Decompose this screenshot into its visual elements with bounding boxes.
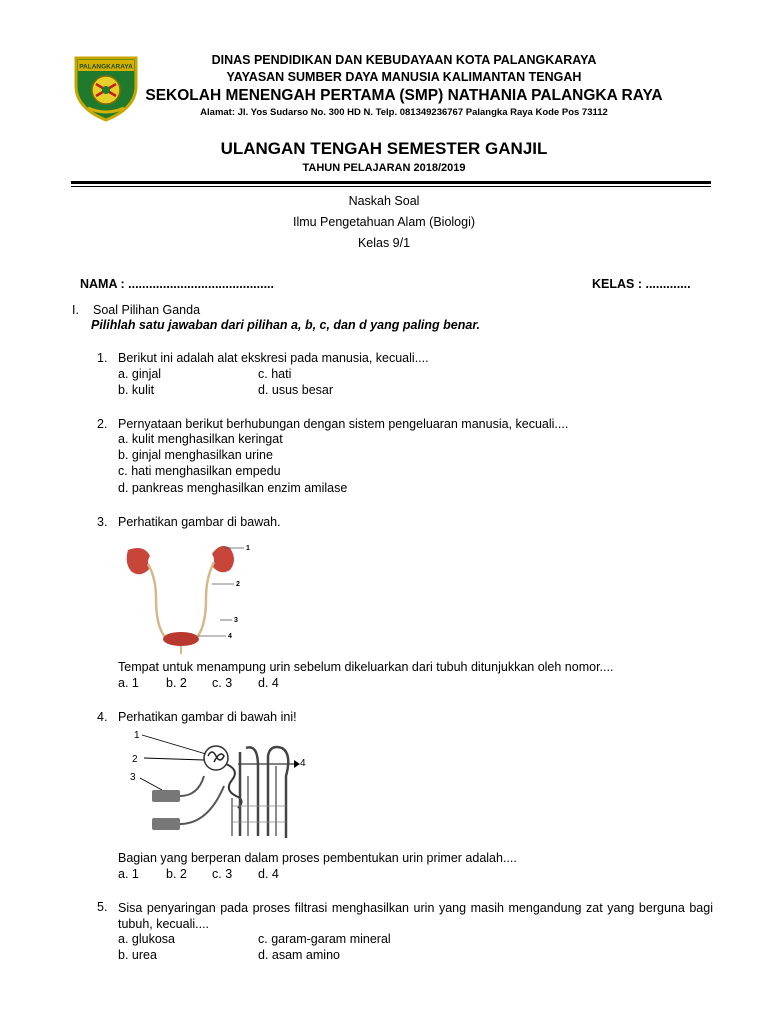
q4-number: 4. [97,710,108,724]
fig3-label-3: 3 [234,617,238,624]
fig4-label-2: 2 [132,754,138,765]
q3-option-b: b. 2 [166,676,187,690]
q4-option-c: c. 3 [212,867,233,881]
q5-option-b: b. urea [118,948,157,962]
q5-text: Sisa penyaringan pada proses filtrasi menghasilkan urin yang masih mengandung zat yang berguna bagi tubuh, kecuali.... [118,901,713,931]
name-field: NAMA : .......................................... [80,277,275,291]
q4-option-a: a. 1 [118,867,139,881]
fig3-label-2: 2 [236,581,240,588]
q2-option-c: c. hati menghasilkan empedu [118,464,281,478]
kelas-field: KELAS : ............. [592,277,691,291]
fig4-label-3: 3 [130,772,136,783]
fig4-label-1: 1 [134,730,140,741]
q4-option-b: b. 2 [166,867,187,881]
artery-vessel [152,790,180,802]
loop-of-henle [246,747,288,838]
q2-option-b: b. ginjal menghasilkan urine [118,448,273,462]
q4-question: Bagian yang berperan dalam proses pembentukan urin primer adalah.... [118,851,517,865]
q3-number: 3. [97,515,108,529]
q1-number: 1. [97,351,108,365]
q3-question: Tempat untuk menampung urin sebelum dikeluarkan dari tubuh ditunjukkan oleh nomor.... [118,660,614,674]
q3-option-d: d. 4 [258,676,279,690]
q3-option-c: c. 3 [212,676,233,690]
right-ureter [196,562,214,638]
section-instruction: Pilihlah satu jawaban dari pilihan a, b, c, dan d yang paling benar. [91,318,480,332]
header-line1: DINAS PENDIDIKAN DAN KEBUDAYAAN KOTA PALANGKARAYA [211,53,597,67]
exam-title: ULANGAN TENGAH SEMESTER GANJIL [220,139,548,158]
naskah-label: Naskah Soal [348,194,420,208]
q2-text: Pernyataan berikut berhubungan dengan sistem pengeluaran manusia, kecuali.... [118,417,569,431]
q5-option-d: d. asam amino [258,948,340,962]
section-title: Soal Pilihan Ganda [93,303,201,317]
bladder [163,632,199,646]
exam-year: TAHUN PELAJARAN 2018/2019 [302,162,466,174]
q2-option-a: a. kulit menghasilkan keringat [118,432,283,446]
q3-text: Perhatikan gambar di bawah. [118,515,281,529]
divider-thick [71,181,711,184]
glomerulus [208,752,224,762]
school-name: SEKOLAH MENENGAH PERTAMA (SMP) NATHANIA PALANGKA RAYA [145,87,663,104]
header-line2: YAYASAN SUMBER DAYA MANUSIA KALIMANTAN TENGAH [226,70,582,84]
q1-text: Berikut ini adalah alat ekskresi pada manusia, kecuali.... [118,351,429,365]
q3-option-a: a. 1 [118,676,139,690]
left-kidney [127,548,150,574]
q1-option-c: c. hati [258,367,292,381]
left-ureter [148,564,166,638]
class-label: Kelas 9/1 [357,236,411,250]
right-kidney [212,546,234,572]
divider-thin [71,186,711,187]
fig3-label-4: 4 [228,633,232,640]
logo-text: PALANGKARAYA [79,63,133,71]
q4-option-d: d. 4 [258,867,279,881]
q1-option-b: b. kulit [118,383,155,397]
q1-option-d: d. usus besar [258,383,334,397]
subject-label: Ilmu Pengetahuan Alam (Biologi) [292,215,476,229]
fig3-label-1: 1 [246,545,250,552]
vein-vessel [152,818,180,830]
q2-option-d: d. pankreas menghasilkan enzim amilase [118,481,348,495]
q2-number: 2. [97,417,108,431]
q4-text: Perhatikan gambar di bawah ini! [118,710,297,724]
q5-option-a: a. glukosa [118,932,175,946]
q5-number: 5. [97,900,108,914]
q1-option-a: a. ginjal [118,367,162,381]
school-address: Alamat: Jl. Yos Sudarso No. 300 HD N. Telp. 081349236767 Palangka Raya Kode Pos 73112 [200,107,608,118]
fig4-label-4: 4 [300,758,306,769]
nephron-figure [128,726,318,844]
urinary-system-figure [120,538,260,658]
section-number: I. [72,303,79,317]
q5-option-c: c. garam-garam mineral [258,932,391,946]
